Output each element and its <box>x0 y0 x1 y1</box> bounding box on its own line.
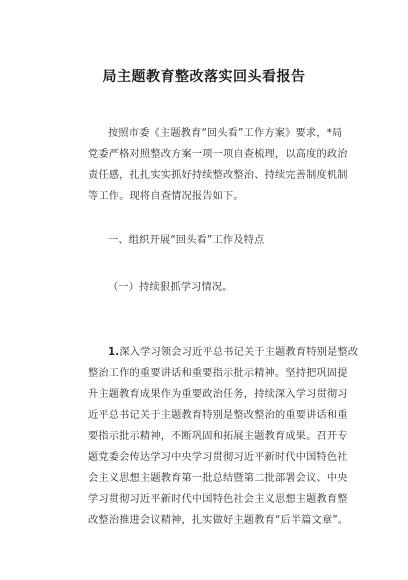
item-1-line: 要指示批示精神，不断巩固和拓展主题教育成果。召开专 <box>88 431 348 442</box>
item-1-line: 整治工作的重要讲话和重要指示批示精神。坚持把巩固提 <box>88 368 348 379</box>
intro-line: 党委严格对照整改方案一项一项自查梳理，以高度的政治 <box>88 149 348 160</box>
item-1-line: 改整治推进会议精神，扎实做好主题教育“后半篇文章”。 <box>88 515 349 526</box>
section-heading-text: 一、组织开展“回头看”工作及特点 <box>108 235 265 246</box>
subsection-heading-text: （一）持续狠抓学习情况。 <box>108 282 233 293</box>
item-1-number: 1. <box>108 347 120 358</box>
item-1-line: 会主义思想主题教育第一批总结暨第二批部署会议、中央 <box>88 473 348 484</box>
intro-line: 按照市委《主题教育“回头看”工作方案》要求，*局 <box>108 128 343 139</box>
intro-line: 责任感，扎扎实实抓好持续整改整治、持续完善制度机制 <box>88 170 348 181</box>
item-1-line: 学习贯彻习近平新时代中国特色社会主义思想主题教育整 <box>88 494 348 505</box>
subsection-heading <box>88 277 353 298</box>
item-1-paragraph <box>88 342 359 531</box>
item-1-first-line <box>88 342 359 363</box>
intro-line: 等工作。现将自查情况报告如下。 <box>88 191 244 202</box>
intro-paragraph <box>88 123 353 207</box>
item-1-line: 深入学习领会习近平总书记关于主题教育特别是整改 <box>119 347 359 358</box>
item-1-line: 近平总书记关于主题教育特别是整改整治的重要讲话和重 <box>88 410 348 421</box>
section-heading <box>88 230 353 251</box>
item-1-line: 升主题教育成果作为重要政治任务，持续深入学习贯彻习 <box>88 389 348 400</box>
item-1-line: 题党委会传达学习中央学习贯彻习近平新时代中国特色社 <box>88 452 348 463</box>
document-title: 局主题教育整改落实回头看报告 <box>102 69 306 85</box>
